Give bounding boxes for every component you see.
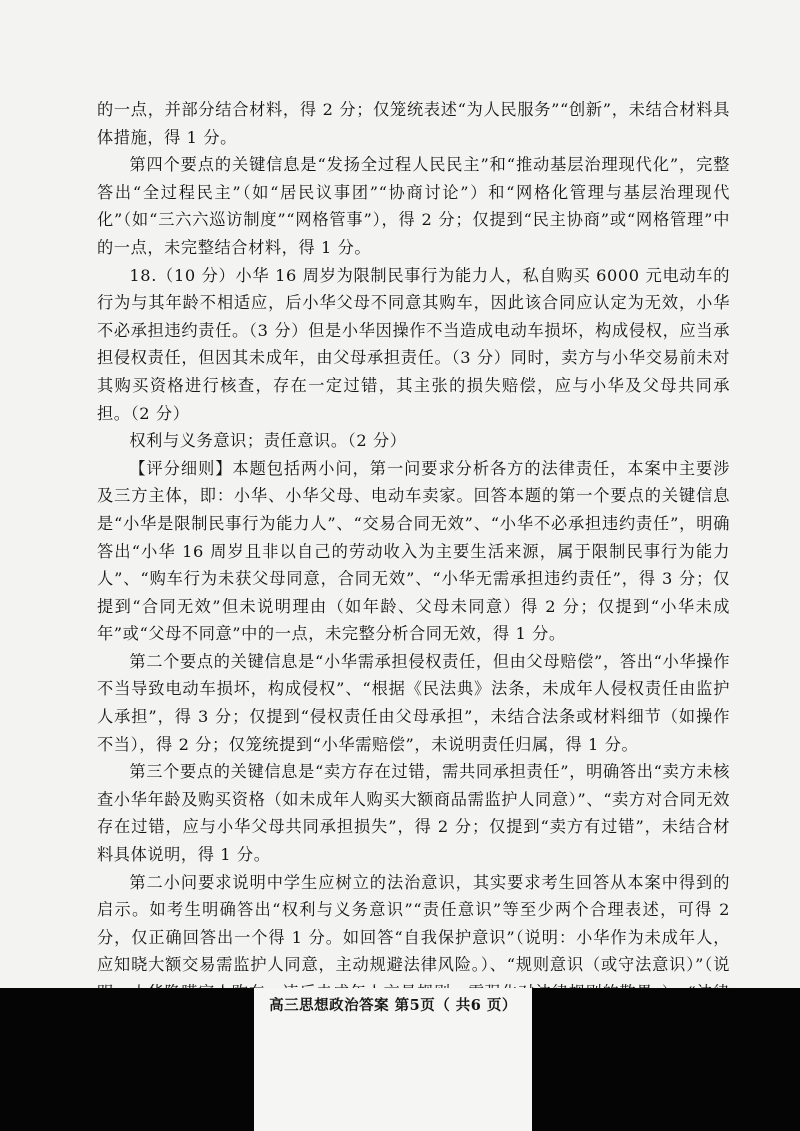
- paragraph-1: 的一点，并部分结合材料，得 2 分；仅笼统表述“为人民服务”“创新”，未结合材料具体措施，得 1 分。: [97, 100, 730, 147]
- black-band-right: [532, 988, 800, 1131]
- paragraph-5: 【评分细则】本题包括两小问，第一问要求分析各方的法律责任，本案中主要涉及三方主体，即：小华、小华父母、电动车卖家。回答本题的第一个要点的关键信息是“小华是限制民事行为能力人”、“交易合同无效”、“小华不必承担违约责任”，明确答出“小华 16 周岁且非以自己的劳动收入为主要生活来源，属于限制民事行为能力人”、“购车行为未获父母同意，合同无效”、“小华无需承担违约责任”，得 3 分；仅提到“合同无效”但未说明理由（如年龄、父母未同意）得 2 分；仅提到“小华未成年”或“父母不同意”中的一点，未完整分析合同无效，得 1 分。: [97, 458, 730, 644]
- answer-content: [97, 96, 730, 1062]
- page-footer: 高三思想政治答案 第5页（ 共6 页）: [269, 997, 517, 1014]
- paragraph-8: 第二小问要求说明中学生应树立的法治意识，其实要求考生回答从本案中得到的启示。如考生明确答出“权利与义务意识”“责任意识”等至少两个合理表述，可得 2 分，仅正确回答出一个得 1 分。如回答“自我保护意识”（说明：小华作为未成年人，应知晓大额交易需监护人同意，主动规避法律风险。）、“规则意识（或守法意识）”（说: [97, 872, 730, 975]
- black-band-left: [0, 988, 254, 1131]
- paragraph-6: 第二个要点的关键信息是“小华需承担侵权责任，但由父母赔偿”，答出“小华操作不当导致电动车损坏，构成侵权”、“根据《民法典》法条，未成年人侵权责任由监护人承担”，得 3 分；仅提到“侵权责任由父母承担”，未结合法条或材料细节（如操作不当），得 2 分；仅笼统提到“小华需赔偿”，未说明责任归属，得 1 分。: [97, 651, 730, 754]
- paragraph-2: 第四个要点的关键信息是“发扬全过程人民民主”和“推动基层治理现代化”，完整答出“全过程民主”（如“居民议事团”“协商讨论”）和“网格化管理与基层治理现代化”（如“三六六巡访制度”“网格管事”），得 2 分；仅提到“民主协商”或“网格管理”中的一点，未完整结合材料，得 1 分。: [97, 155, 730, 257]
- paragraph-3: 18.（10 分）小华 16 周岁为限制民事行为能力人，私自购买 6000 元电动车的行为与其年龄不相适应，后小华父母不同意其购车，因此该合同应认定为无效，小华不必承担违约责任。（3 分）但是小华因操作不当造成电动车损坏，构成侵权，应当承担侵权责任，但因其未成年，由父母承担责任。（3 分）同时，卖方与小华交易前未对其购买资格进行核查，存在一定过错，其主张的损失赔偿，应与小华及父母共同承担。（2 分）: [97, 265, 730, 423]
- paragraph-7: 第三个要点的关键信息是“卖方存在过错，需共同承担责任”，明确答出“卖方未核查小华年龄及购买资格（如未成年人购买大额商品需监护人同意）”、“卖方对合同无效存在过错，应与小华父母共同承担损失”，得 2 分；仅提到“卖方有过错”，未结合材料具体说明，得 1 分。: [97, 762, 730, 865]
- paragraph-4: 权利与义务意识；责任意识。（2 分）: [129, 431, 407, 451]
